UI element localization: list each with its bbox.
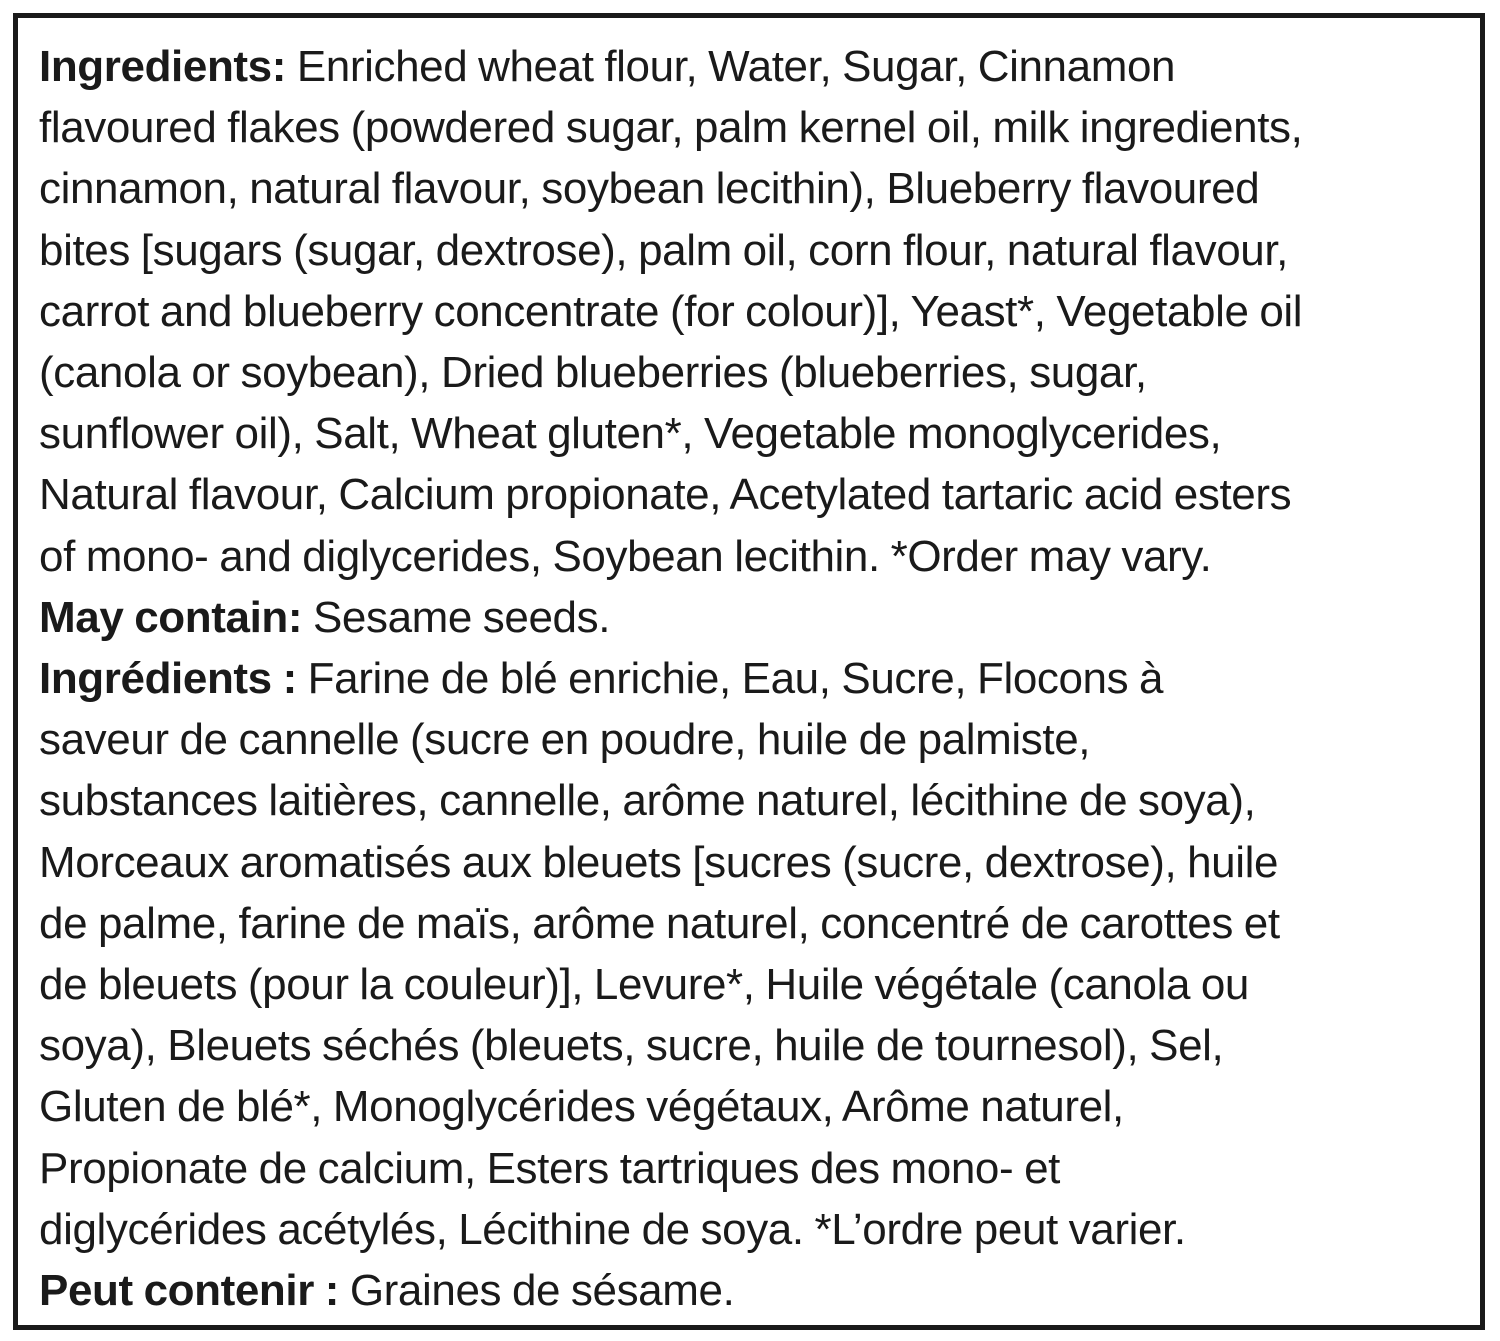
ingredients-en-line-2: flavoured flakes (powdered sugar, palm kernel oil, milk ingredients,: [39, 103, 1303, 153]
ingredients-fr-heading: Ingrédients :: [39, 654, 297, 704]
ingredients-fr-line-3: substances laitières, cannelle, arôme naturel, lécithine de soya),: [39, 776, 1256, 826]
ingredients-en-line-1: [39, 36, 1469, 97]
ingredients-fr-line-2: saveur de cannelle (sucre en poudre, huile de palmiste,: [39, 715, 1091, 765]
ingredients-text-block: [39, 36, 1469, 1321]
ingredients-en-line-6: (canola or soybean), Dried blueberries (blueberries, sugar,: [39, 348, 1147, 398]
ingredients-fr-line-7: soya), Bleuets séchés (bleuets, sucre, huile de tournesol), Sel,: [39, 1021, 1224, 1071]
may-contain-fr-line: [39, 1260, 1469, 1321]
ingredients-fr-line-5: de palme, farine de maïs, arôme naturel, concentré de carottes et: [39, 898, 1280, 948]
ingredients-fr-line-10: diglycérides acétylés, Lécithine de soya. *L’ordre peut varier.: [39, 1204, 1186, 1254]
may-contain-en-line: [39, 587, 1469, 648]
ingredients-en-line-7: sunflower oil), Salt, Wheat gluten*, Vegetable monoglycerides,: [39, 409, 1222, 459]
ingredients-en-heading: Ingredients:: [39, 42, 286, 91]
ingredients-en-line-9: of mono- and diglycerides, Soybean lecithin. *Order may vary.: [39, 531, 1212, 581]
ingredients-en-line-3: cinnamon, natural flavour, soybean lecithin), Blueberry flavoured: [39, 164, 1260, 214]
ingredients-label-panel: [13, 13, 1485, 1330]
ingredients-fr-line-1: [39, 648, 1469, 709]
ingredients-fr-text: Farine de blé enrichie, Eau, Sucre, Flocons à: [296, 654, 1164, 704]
ingredients-fr-line-8: Gluten de blé*, Monoglycérides végétaux, Arôme naturel,: [39, 1082, 1124, 1132]
may-contain-en-heading: May contain:: [39, 592, 303, 642]
may-contain-fr-text: Graines de sésame.: [339, 1266, 735, 1316]
may-contain-en-text: Sesame seeds.: [302, 592, 611, 642]
ingredients-fr-line-4: Morceaux aromatisés aux bleuets [sucres (sucre, dextrose), huile: [39, 837, 1279, 887]
ingredients-en-text: Enriched wheat flour, Water, Sugar, Cinnamon: [286, 42, 1176, 91]
ingredients-fr-line-6: de bleuets (pour la couleur)], Levure*, Huile végétale (canola ou: [39, 960, 1249, 1010]
ingredients-en-line-4: bites [sugars (sugar, dextrose), palm oil, corn flour, natural flavour,: [39, 225, 1288, 275]
ingredients-en-line-5: carrot and blueberry concentrate (for colour)], Yeast*, Vegetable oil: [39, 286, 1303, 336]
ingredients-fr-line-9: Propionate de calcium, Esters tartriques des mono- et: [39, 1143, 1060, 1193]
may-contain-fr-heading: Peut contenir :: [39, 1266, 340, 1316]
ingredients-en-line-8: Natural flavour, Calcium propionate, Acetylated tartaric acid esters: [39, 470, 1292, 520]
